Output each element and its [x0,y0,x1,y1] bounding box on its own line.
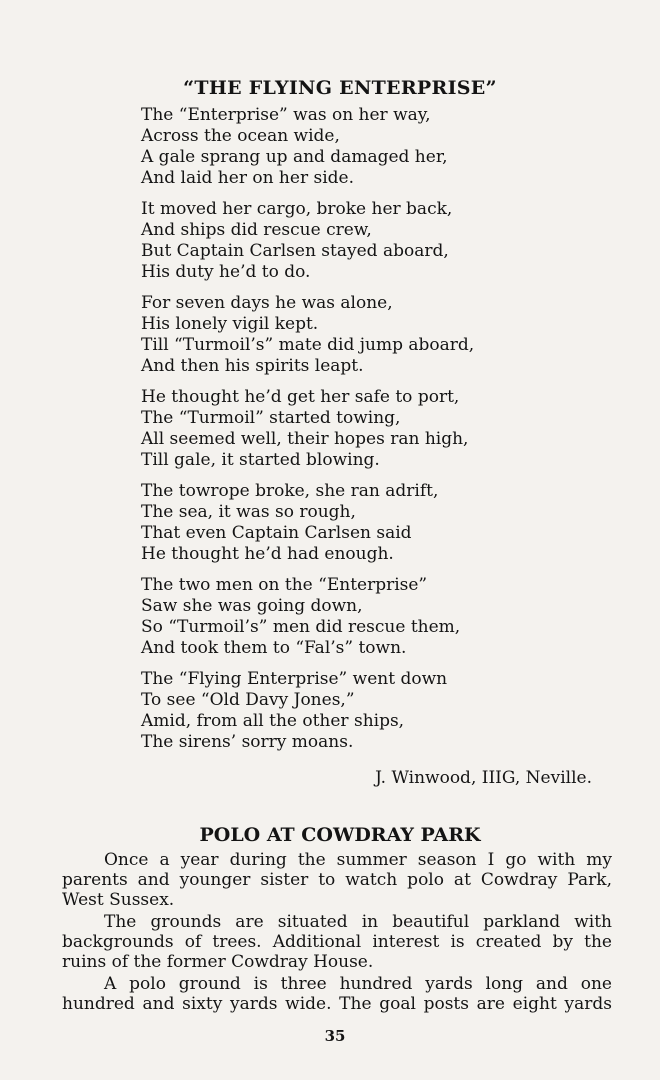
essay-paragraph: Once a year during the summer season I go with my parents and younger sister to watch polo at Cowdray Park, West Sussex. [62,850,612,910]
poem-line: He thought he’d had enough. [141,544,394,564]
poem-line: The towrope broke, she ran adrift, [141,481,439,501]
poem-stanza [141,669,581,753]
poem-title: “THE FLYING ENTERPRISE” [183,77,497,99]
poem-line: The “Enterprise” was on her way, [141,105,431,125]
poem-line: Till “Turmoil’s” mate did jump aboard, [141,335,475,355]
poem-line: The “Flying Enterprise” went down [141,669,448,689]
poem-line: So “Turmoil’s” men did rescue them, [141,617,461,637]
poem-line: It moved her cargo, broke her back, [141,199,453,219]
poem-line: All seemed well, their hopes ran high, [141,429,469,449]
poem-line: Across the ocean wide, [141,126,340,146]
poem-line: And then his spirits leapt. [141,356,364,376]
poem-stanza [141,105,581,189]
poem-line: And took them to “Fal’s” town. [141,638,407,658]
essay-body [62,850,612,1016]
poem-line: Till gale, it started blowing. [141,450,380,470]
poem-body [141,105,581,763]
poem-line: And laid her on her side. [141,168,354,188]
essay-paragraph: The grounds are situated in beautiful parkland with backgrounds of trees. Additional interest is created by the ruins of the former Cowdray House. [62,912,612,972]
poem-stanza [141,481,581,565]
poem-line: He thought he’d get her safe to port, [141,387,460,407]
poem-line: But Captain Carlsen stayed aboard, [141,241,449,261]
poem-stanza [141,293,581,377]
poem-line: Amid, from all the other ships, [141,711,405,731]
poem-line: For seven days he was alone, [141,293,393,313]
poem-line: His duty he’d to do. [141,262,311,282]
poem-attribution: J. Winwood, IIIG, Neville. [375,768,592,788]
essay-title: POLO AT COWDRAY PARK [199,824,481,846]
poem-line: And ships did rescue crew, [141,220,372,240]
poem-stanza [141,199,581,283]
poem-line: To see “Old Davy Jones,” [141,690,355,710]
poem-line: The “Turmoil” started towing, [141,408,401,428]
poem-stanza [141,387,581,471]
poem-line: Saw she was going down, [141,596,363,616]
poem-line: A gale sprang up and damaged her, [141,147,448,167]
page-number: 35 [324,1027,346,1045]
poem-stanza [141,575,581,659]
poem-line: The sirens’ sorry moans. [141,732,354,752]
essay-paragraph: A polo ground is three hundred yards long and one hundred and sixty yards wide. The goal posts are eight yards [62,974,612,1014]
poem-line: That even Captain Carlsen said [141,523,412,543]
poem-line: The sea, it was so rough, [141,502,356,522]
poem-line: The two men on the “Enterprise” [141,575,428,595]
poem-line: His lonely vigil kept. [141,314,319,334]
